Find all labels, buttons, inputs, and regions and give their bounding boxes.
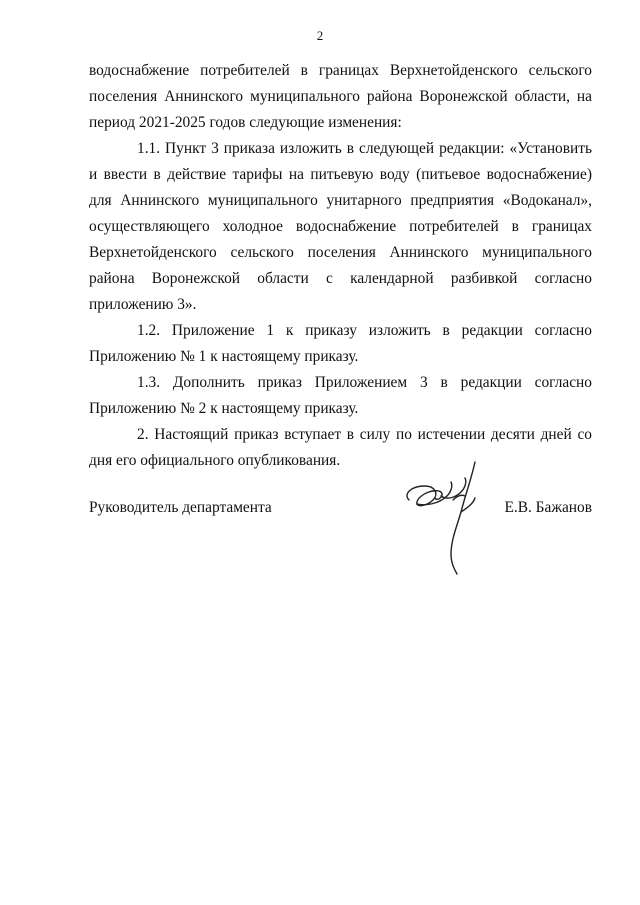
document-body bbox=[89, 58, 592, 474]
signature-block bbox=[89, 496, 592, 576]
paragraph-intro: водоснабжение потребителей в границах Верхнетойденского сельского поселения Аннинского муниципального района Воронежской области, на период 2021-2025 годов следующие изменения: bbox=[89, 62, 592, 131]
paragraph-item-1-1: 1.1. Пункт 3 приказа изложить в следующей редакции: «Установить и ввести в действие тарифы на питьевую воду (питьевое водоснабжение) для Аннинского муниципального унитарного предприятия «Водоканал», осуществляющего холодное водоснабжение потребителей в границах Верхнетойденского сельского поселения Аннинского муниципального района Воронежской области с календарной разбивкой согласно приложению 3». bbox=[89, 140, 592, 313]
paragraph-item-1-3: 1.3. Дополнить приказ Приложением 3 в редакции согласно Приложению № 2 к настоящему приказу. bbox=[89, 374, 592, 417]
handwritten-signature bbox=[395, 456, 515, 586]
signer-title: Руководитель департамента bbox=[89, 499, 272, 516]
paragraph-item-2: 2. Настоящий приказ вступает в силу по истечении десяти дней со дня его официального опубликования. bbox=[89, 426, 592, 469]
paragraph-item-1-2: 1.2. Приложение 1 к приказу изложить в редакции согласно Приложению № 1 к настоящему приказу. bbox=[89, 322, 592, 365]
signer-name: Е.В. Бажанов bbox=[504, 499, 592, 516]
page-number: 2 bbox=[316, 28, 324, 43]
